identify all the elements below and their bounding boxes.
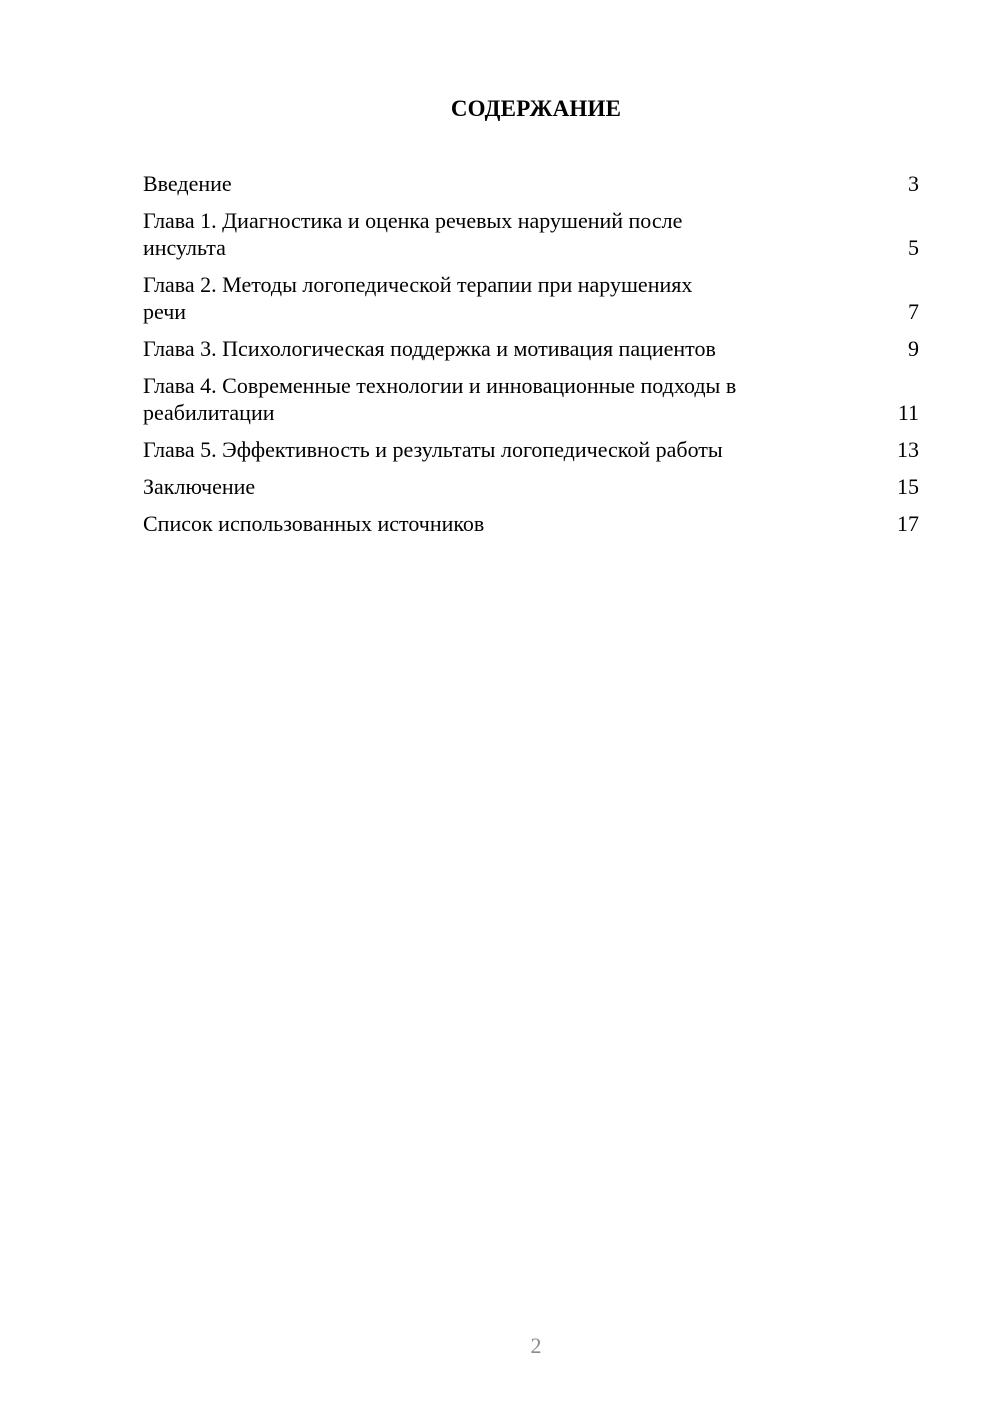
toc-entry-page: 15 [897,474,919,499]
toc-entry-page: 5 [908,235,919,260]
toc-entry-title [143,170,833,197]
toc-entry-title-line: Глава 5. Эффективность и результаты логопедической работы [143,437,723,462]
toc-entry-title-line: Список использованных источников [143,511,485,536]
toc-entry-title [143,436,833,463]
toc-entry-chapter-5 [143,436,919,463]
toc-entry-title [143,207,833,261]
toc-entry-page: 3 [908,171,919,196]
toc-entry-title [143,473,833,500]
toc-entry-chapter-3 [143,335,919,362]
toc-entry-title-line: реабилитации [143,400,275,425]
toc-entry-chapter-2 [143,271,919,325]
toc-entry-title-line: Глава 4. Современные технологии и инновационные подходы в [143,373,737,398]
toc-entry-page: 7 [908,299,919,324]
toc-entry-page: 17 [897,511,919,536]
page-title: СОДЕРЖАНИЕ [450,96,622,121]
toc-entry-conclusion [143,473,919,500]
toc-entry-title-line: Заключение [143,474,256,499]
toc-entry-title-line: Глава 1. Диагностика и оценка речевых нарушений после [143,208,683,233]
toc-entry-references [143,510,919,537]
toc-entry-title-line: Глава 3. Психологическая поддержка и мотивация пациентов [143,336,716,361]
toc-entry-page: 11 [897,400,919,425]
toc-entry-title [143,510,833,537]
toc-entry-title [143,372,833,426]
table-of-contents [143,170,919,547]
toc-entry-chapter-1 [143,207,919,261]
toc-entry-title-line: речи [143,299,187,324]
toc-entry-page: 13 [897,437,919,462]
page-number: 2 [530,1333,542,1358]
toc-entry-title-line: Глава 2. Методы логопедической терапии при нарушениях [143,272,693,297]
toc-entry-title [143,335,833,362]
toc-entry-chapter-4 [143,372,919,426]
toc-entry-title-line: Введение [143,171,232,196]
toc-entry-title-line: инсульта [143,235,226,260]
toc-entry-page: 9 [908,336,919,361]
toc-entry-introduction [143,170,919,197]
toc-entry-title [143,271,833,325]
